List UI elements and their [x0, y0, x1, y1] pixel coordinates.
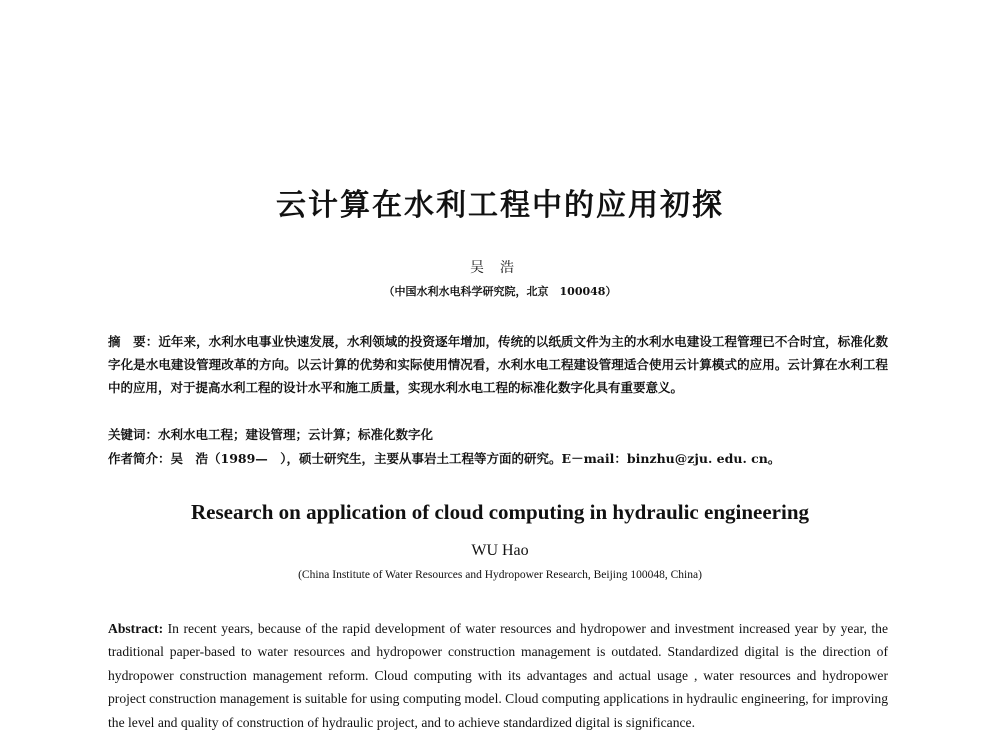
chinese-keywords — [108, 425, 888, 443]
chinese-title: 云计算在水利工程中的应用初探 — [276, 188, 724, 223]
english-author: WU Hao — [471, 542, 529, 559]
chinese-abstract — [108, 330, 888, 399]
chinese-affiliation: （中国水利水电科学研究院，北京 100048） — [383, 285, 617, 298]
english-abstract-text: In recent years, because of the rapid development of water resources and hydropower and investment increased year by year, the traditional paper-based to water resources and hydropower construction management is outdated. Standardized digital is the direction of hydropower construction management reform. Cloud computing with its advantages and actual usage , water resources and hydropower project construction management is suitable for using computing model. Cloud computing applications in hydraulic engineering, for improving the level and quality of construction of hydraulic project, and to achieve standardized digital is significance. — [108, 621, 888, 730]
chinese-bio-label: 作者简介： — [108, 451, 171, 466]
english-abstract — [108, 617, 888, 734]
chinese-bio-text: 吴 浩（1989— ），硕士研究生，主要从事岩土工程等方面的研究。E－mail：binzhu@zju. edu. cn。 — [170, 451, 781, 466]
chinese-keywords-text: 水利水电工程；建设管理；云计算；标准化数字化 — [158, 427, 434, 442]
english-title: Research on application of cloud computing in hydraulic engineering — [191, 500, 809, 524]
english-affiliation: (China Institute of Water Resources and Hydropower Research, Beijing 100048, China) — [298, 569, 702, 581]
chinese-author: 吴浩 — [470, 260, 530, 276]
chinese-abstract-label: 摘 要： — [108, 334, 159, 349]
chinese-abstract-text: 近年来，水利水电事业快速发展，水利领域的投资逐年增加，传统的以纸质文件为主的水利水电建设工程管理已不合时宜，标准化数字化是水电建设管理改革的方向。以云计算的优势和实际使用情况看，水利水电工程建设管理适合使用云计算模式的应用。云计算在水利工程中的应用，对于提高水利工程的设计水平和施工质量，实现水利水电工程的标准化数字化具有重要意义。 — [108, 334, 888, 395]
chinese-keywords-label: 关键词： — [108, 427, 159, 442]
chinese-author-bio — [108, 449, 898, 467]
english-abstract-label: Abstract: — [108, 621, 164, 636]
